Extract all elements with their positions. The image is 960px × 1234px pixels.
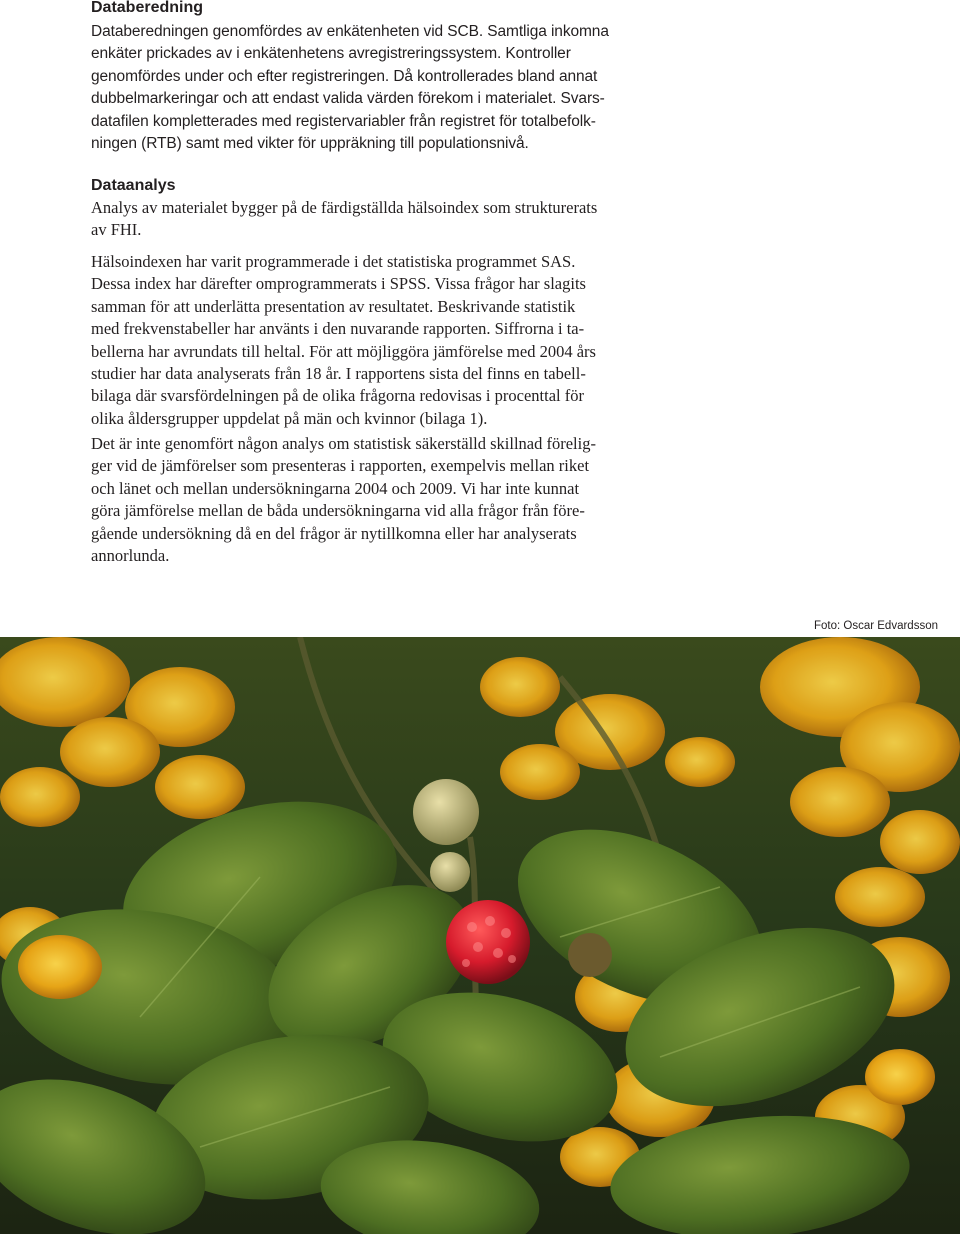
text-line: med frekvenstabeller har använts i den nuvarande rapporten. Siffrorna i ta- xyxy=(91,319,585,339)
text-line: bilaga där svarsfördelningen på de olika frågorna redovisas i procenttal för xyxy=(91,386,584,406)
text-line: bellerna har avrundats till heltal. För att möjliggöra jämförelse med 2004 års xyxy=(91,341,596,361)
text-line: gående undersökning då en del frågor är nytillkomna eller har analyserats xyxy=(91,523,577,543)
photo-caption: Foto: Oscar Edvardsson xyxy=(814,620,938,632)
text-line: Analys av materialet bygger på de färdigställda hälsoindex som strukturerats xyxy=(91,198,598,217)
paragraph-databeredning xyxy=(91,21,651,155)
text-line: Det är inte genomfört någon analys om statistisk säkerställd skillnad förelig- xyxy=(91,434,596,453)
text-line: enkäter prickades av i enkätenhetens avregistreringssystem. Kontroller xyxy=(91,45,571,63)
text-line: olika åldersgrupper uppdelat på män och kvinnor (bilaga 1). xyxy=(91,408,488,428)
paragraph-analys-intro xyxy=(91,197,661,242)
paragraph-jamforelse xyxy=(91,433,661,567)
text-line: göra jämförelse mellan de båda undersökningarna vid alla frågor från före- xyxy=(91,501,585,521)
text-line: datafilen kompletterades med registervariabler från registret för totalbefolk- xyxy=(91,112,596,130)
text-line: studier har data analyserats från 18 år. I rapportens sista del finns en tabell- xyxy=(91,364,586,384)
photo-image xyxy=(0,637,960,1234)
text-line: Dessa index har därefter omprogrammerats i SPSS. Vissa frågor har slagits xyxy=(91,274,586,294)
text-line: Hälsoindexen har varit programmerade i det statistiska programmet SAS. xyxy=(91,252,576,271)
text-line: Databeredningen genomfördes av enkätenheten vid SCB. Samtliga inkomna xyxy=(91,23,609,40)
photo-raspberry-flowers xyxy=(0,637,960,1234)
text-line: genomfördes under och efter registreringen. Då kontrollerades bland annat xyxy=(91,67,598,85)
heading-dataanalys: Dataanalys xyxy=(91,177,176,194)
heading-databeredning: Databeredning xyxy=(91,0,204,16)
paragraph-halsoindex xyxy=(91,251,661,430)
text-line: ningen (RTB) samt med vikter för uppräkning till populationsnivå. xyxy=(91,135,529,153)
text-line: ger vid de jämförelser som presenteras i rapporten, exempelvis mellan riket xyxy=(91,456,590,476)
text-line: samman för att underlätta presentation av resultatet. Beskrivande statistik xyxy=(91,296,576,316)
text-line: av FHI. xyxy=(91,220,142,240)
text-line: dubbelmarkeringar och att endast valida värden förekom i materialet. Svars- xyxy=(91,90,605,108)
text-line: och länet och mellan undersökningarna 2004 och 2009. Vi har inte kunnat xyxy=(91,478,580,498)
text-line: annorlunda. xyxy=(91,546,170,566)
